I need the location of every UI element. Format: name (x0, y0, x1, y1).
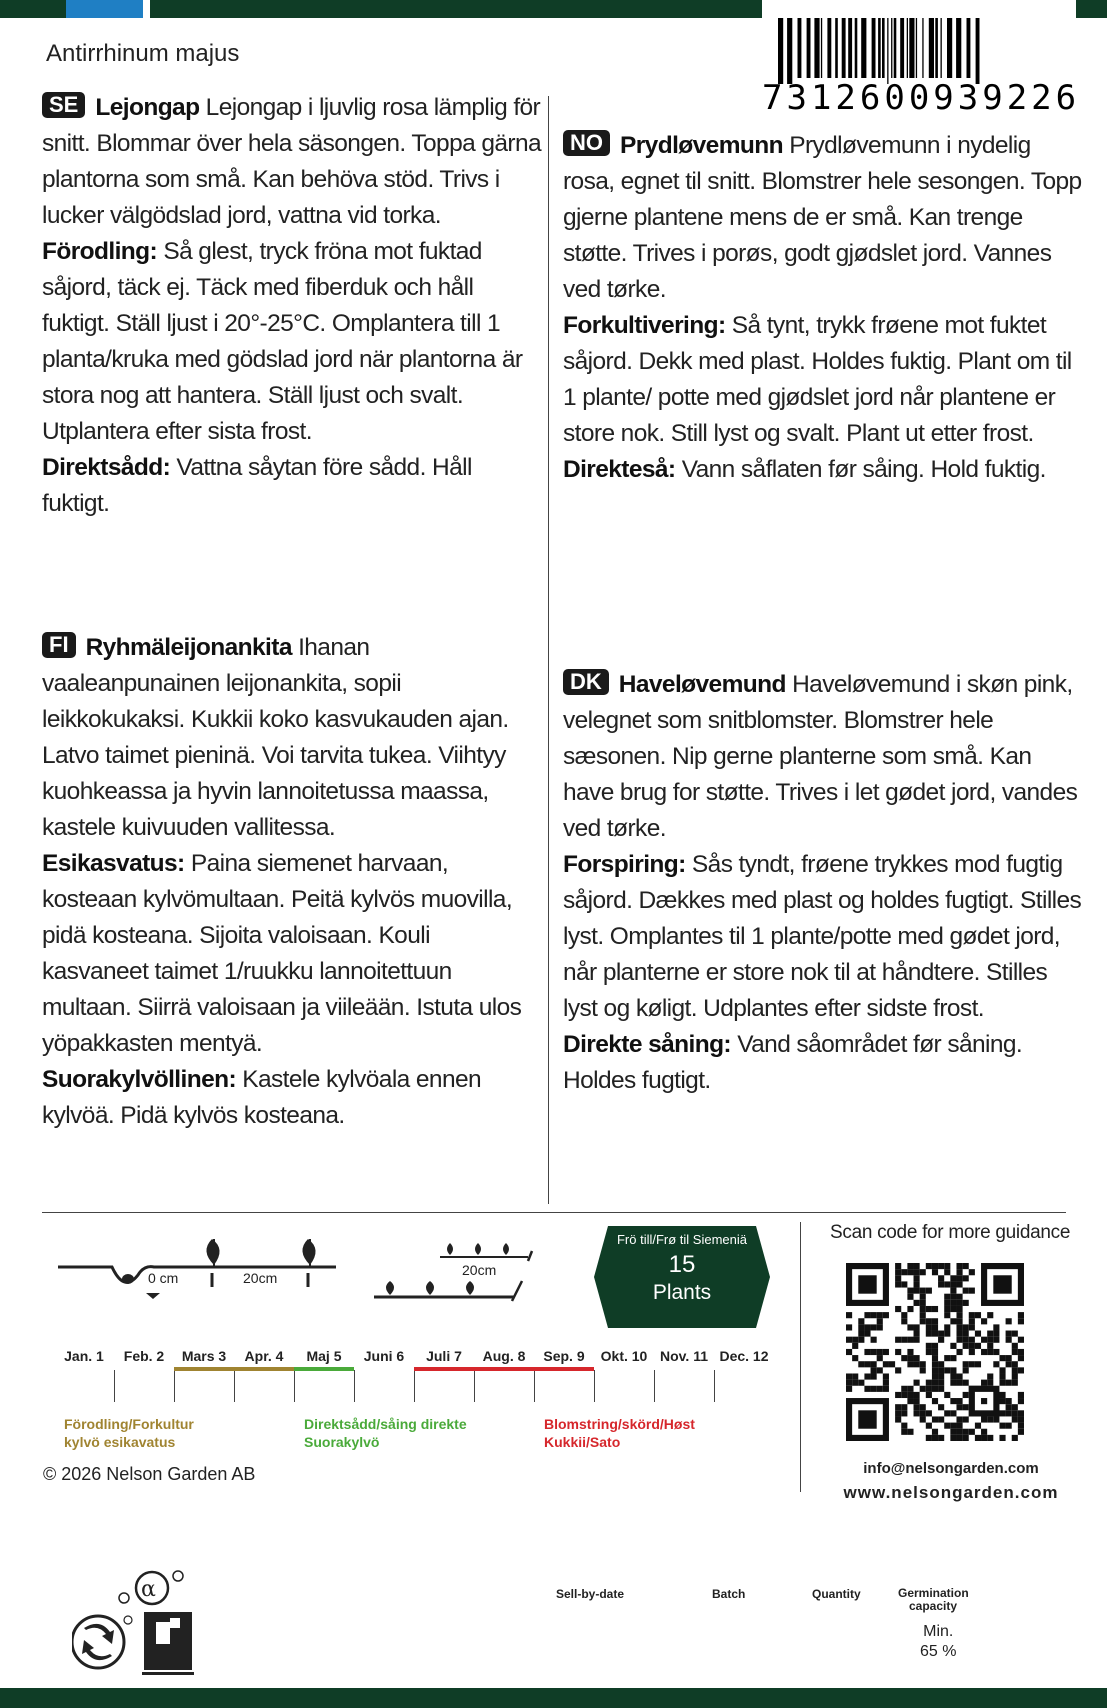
month-divider (534, 1370, 535, 1402)
sowing-calendar (54, 1348, 769, 1404)
qr-code-icon[interactable] (846, 1263, 1024, 1441)
batch-label: Batch (712, 1587, 746, 1601)
month-label: Juli 7 (426, 1348, 462, 1364)
germination-value (920, 1622, 956, 1662)
sowing-depth-diagram (58, 1239, 336, 1299)
month-label: Feb. 2 (123, 1348, 165, 1364)
latin-name: Antirrhinum majus (46, 40, 240, 67)
intro-fi: Ihanan vaaleanpunainen leijonankita, sopii leikkokukaksi. Kukkii koko kasvukauden ajan. Latvo taimet pieninä. Voi tarvita tukea. Viihtyy kuohkeassa ja hyvin lannoitetussa maassa, kastele kuivuuden vallitessa. (42, 634, 509, 841)
bottom-border (0, 1688, 1107, 1708)
intro-no: Prydløvemunn i nydelig rosa, egnet til snitt. Blomstrer hele sesongen. Topp gjerne plantene mens de er små. Kan trenge støtte. Trives i porøs, godt gjødslet jord. Vannes ved tørke. (563, 132, 1082, 303)
copyright: © 2026 Nelson Garden AB (43, 1464, 256, 1484)
plants-unit: Plants (652, 1281, 712, 1304)
leaf-icon (386, 1281, 394, 1295)
leaf-icon (475, 1243, 481, 1255)
month-label: Nov. 11 (660, 1348, 708, 1364)
info-divider (800, 1222, 801, 1492)
leaf-icon (447, 1243, 453, 1255)
text-se-2: Vattna såytan före sådd. Håll fuktigt. (42, 454, 472, 517)
text-se-1: Så glest, tryck fröna mot fuktad såjord, täck ej. Täck med fiberduk och håll fuktigt. Ställ ljust i 20°-25°C. Omplantera till 1 planta/kruka med gödslad jord när plantorna är stora nog att hantera. Ställ ljust och svalt. Utplantera efter sista frost. (42, 238, 523, 445)
leaf-icon (426, 1281, 434, 1295)
plant-name-fi: Ryhmäleijonankita (85, 634, 292, 661)
row-spacing-label: 20cm (462, 1262, 497, 1278)
heading-dk-1: Forspiring: (563, 851, 686, 878)
text-no-2: Vann såflaten før såing. Hold fuktig. (681, 456, 1046, 483)
heading-fi-1: Esikasvatus: (42, 850, 185, 877)
legend-flowering-line: Kukkii/Sato (544, 1434, 621, 1450)
intro-se: Lejongap i ljuvlig rosa lämplig för snitt. Blommar över hela säsongen. Toppa gärna plantorna som små. Kan behöva stöd. Trivs i lucker välgödslad jord, vattna vid torka. (42, 94, 542, 229)
calendar-bar-direct (294, 1367, 354, 1371)
month-label: Okt. 10 (600, 1348, 648, 1364)
text-dk-2: Vand såområdet før såning. Holdes fugtigt. (563, 1031, 1023, 1094)
alpha-trademark-icon (119, 1571, 183, 1604)
barcode-number: 7312600939226 (762, 78, 1081, 118)
column-divider (548, 96, 549, 1204)
sell-by-label: Sell-by-date (556, 1587, 625, 1601)
month-divider (174, 1370, 175, 1402)
germination-min: Min. (923, 1623, 954, 1640)
svg-text:α: α (141, 1577, 156, 1602)
plants-badge (594, 1232, 770, 1306)
calendar-bar-presowing (234, 1367, 294, 1371)
email-link[interactable]: info@nelsongarden.com (863, 1460, 1039, 1477)
text-fi-2: Kastele kylvöala ennen kylvöä. Pidä kylvös kosteana. (42, 1066, 482, 1129)
month-divider (234, 1370, 235, 1402)
legend-presowing-line: kylvö esikavatus (64, 1434, 176, 1450)
leaf-icon (302, 1239, 315, 1265)
heading-no-2: Direkteså: (563, 456, 676, 483)
month-label: Aug. 8 (482, 1348, 526, 1364)
plant-name-dk: Haveløvemund (618, 671, 786, 698)
lang-badge-no: NO (563, 130, 610, 156)
legend-direct-line: Direktsådd/såing direkte (304, 1416, 467, 1432)
lang-badge-se: SE (42, 92, 85, 118)
section-dk (563, 667, 1083, 1099)
section-se (42, 90, 542, 522)
month-label: Juni 6 (363, 1348, 405, 1364)
text-dk-1: Sås tyndt, frøene trykkes mod fugtig såjord. Dækkes med plast og holdes fugtigt. Stilles lyst. Omplantes til 1 plante/potte med gødet jord, når planterne er store nok til at håndtere. Stilles lyst og køligt. Udplantes efter sidste frost. (563, 851, 1082, 1022)
website-link[interactable]: www.nelsongarden.com (843, 1483, 1059, 1502)
section-no (563, 128, 1083, 488)
heading-fi-2: Suorakylvöllinen: (42, 1066, 237, 1093)
top-accent-blue (66, 0, 143, 18)
month-label: Mars 3 (181, 1348, 227, 1364)
month-divider (354, 1370, 355, 1402)
germination-label: Germination capacity (898, 1586, 969, 1613)
green-dot-recycle-icon (72, 1616, 132, 1668)
heading-dk-2: Direkte såning: (563, 1031, 731, 1058)
plants-count: 15 (668, 1251, 696, 1278)
lang-badge-dk: DK (563, 669, 609, 695)
month-label: Dec. 12 (719, 1348, 769, 1364)
paper-packaging-icon (142, 1612, 194, 1675)
heading-se-2: Direktsådd: (42, 454, 171, 481)
spacing-label: 20cm (243, 1270, 278, 1286)
month-divider (474, 1370, 475, 1402)
text-fi-1: Paina siemenet harvaan, kosteaan kylvömultaan. Peitä kylvös muovilla, pidä kosteana. Sijoita valoisaan. Kouli kasvaneet taimet 1/ruukku lannoitettuun multaan. Siirrä valoisaan ja viileään. Istuta ulos yöpakkasten mentyä. (42, 850, 522, 1057)
month-label: Maj 5 (306, 1348, 342, 1364)
scan-text: Scan code for more guidance (830, 1222, 1071, 1243)
plants-label: Frö till/Frø til Siemeniä (616, 1232, 748, 1247)
month-divider (294, 1370, 295, 1402)
legend-presowing-line: Förodling/Forkultur (64, 1416, 194, 1432)
packaging-logos (72, 1570, 232, 1680)
section-fi (42, 630, 542, 1134)
intro-dk: Haveløvemund i skøn pink, velegnet som snitblomster. Blomstrer hele sæsonen. Nip gerne planterne som små. Kan have brug for støtte. Trives i let gødet jord, vandes ved tørke. (563, 671, 1078, 842)
text-no-1: Så tynt, trykk frøene mot fuktet såjord. Dekk med plast. Holdes fuktig. Plant om til 1 plante/ potte med gjødslet jord når plantene er store nok. Still lyst og svalt. Plant ut etter frost. (563, 312, 1072, 447)
month-label: Jan. 1 (64, 1348, 104, 1364)
plant-name-no: Prydløvemunn (620, 132, 783, 159)
depth-label: 0 cm (148, 1270, 179, 1286)
legend-presowing (64, 1415, 194, 1451)
quantity-label: Quantity (812, 1587, 861, 1601)
leaf-icon (206, 1239, 219, 1265)
month-divider (594, 1370, 595, 1402)
calendar-bar-presowing (174, 1367, 234, 1371)
month-label: Sep. 9 (543, 1348, 585, 1364)
leaf-icon (466, 1281, 474, 1295)
germination-percent: 65 % (920, 1643, 957, 1660)
month-divider (714, 1370, 715, 1402)
month-divider (414, 1370, 415, 1402)
plant-name-se: Lejongap (95, 94, 200, 121)
month-divider (114, 1370, 115, 1402)
heading-no-1: Forkultivering: (563, 312, 726, 339)
sowing-diagram (54, 1235, 554, 1305)
legend-flowering-line: Blomstring/skörd/Høst (544, 1416, 695, 1432)
legend-flowering (544, 1415, 695, 1451)
top-accent-gap (143, 0, 150, 18)
legend-direct (304, 1415, 467, 1451)
leaf-icon (503, 1243, 509, 1255)
legend-direct-line: Suorakylvö (304, 1434, 380, 1450)
barcode-icon (774, 18, 1070, 84)
heading-se-1: Förodling: (42, 238, 158, 265)
calendar-bar-flowering (534, 1367, 594, 1371)
row-spacing-diagram (374, 1243, 532, 1301)
calendar-bar-flowering (474, 1367, 534, 1371)
section-divider (42, 1212, 1066, 1213)
lang-badge-fi: FI (42, 632, 76, 658)
month-label: Apr. 4 (244, 1348, 284, 1364)
month-divider (654, 1370, 655, 1402)
calendar-bar-flowering (414, 1367, 474, 1371)
barcode-area (762, 0, 1081, 118)
